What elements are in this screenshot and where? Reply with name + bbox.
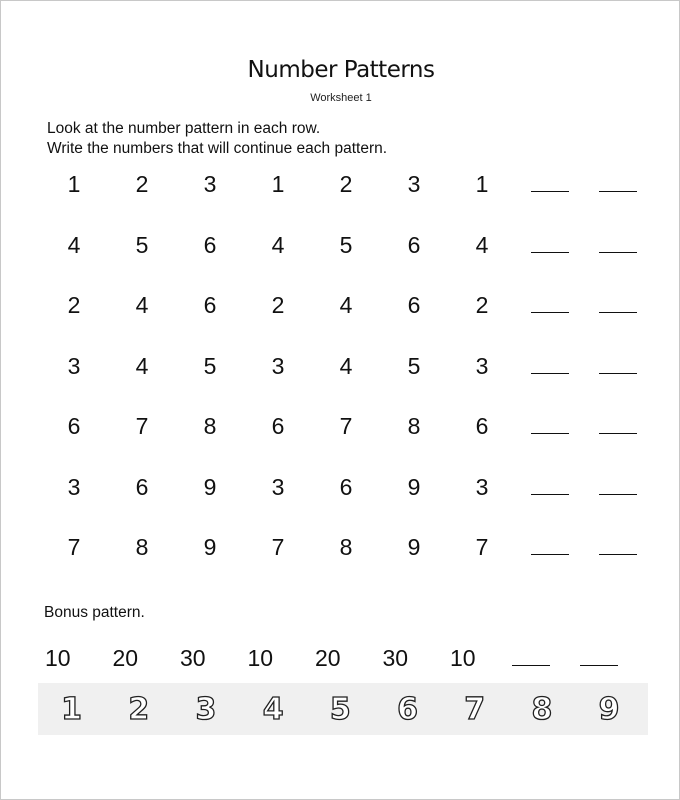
pattern-number: 6 [339, 473, 353, 500]
answer-line[interactable] [512, 641, 550, 666]
pattern-number: 6 [407, 292, 421, 318]
pattern-number: 8 [135, 534, 149, 560]
pattern-number: 7 [67, 534, 81, 560]
decorative-digit: 5 [329, 691, 351, 727]
pattern-rows [40, 167, 652, 591]
pattern-number: 7 [339, 413, 353, 439]
pattern-number: 6 [135, 473, 149, 500]
page-title: Number Patterns [247, 57, 435, 83]
answer-blank[interactable] [516, 409, 584, 434]
answer-line[interactable] [599, 409, 637, 434]
pattern-number: 2 [67, 292, 81, 318]
pattern-number: 9 [407, 473, 421, 500]
answer-blank[interactable] [516, 288, 584, 313]
answer-blank[interactable] [584, 409, 652, 434]
pattern-number: 8 [203, 413, 217, 439]
pattern-row [40, 470, 652, 531]
bonus-row [24, 641, 633, 675]
pattern-number: 4 [339, 352, 353, 379]
answer-line[interactable] [531, 530, 569, 555]
answer-line[interactable] [531, 349, 569, 374]
pattern-number: 6 [475, 413, 489, 439]
pattern-number: 1 [475, 171, 489, 197]
decorative-digit: 4 [262, 691, 284, 727]
pattern-number: 6 [67, 413, 81, 439]
answer-line[interactable] [599, 530, 637, 555]
answer-line[interactable] [599, 228, 637, 253]
pattern-number: 9 [203, 534, 217, 560]
pattern-number: 1 [67, 171, 81, 197]
bonus-number: 30 [382, 645, 409, 671]
answer-line[interactable] [599, 349, 637, 374]
bonus-number: 10 [44, 645, 71, 671]
bonus-label: Bonus pattern. [44, 604, 145, 621]
pattern-row [40, 167, 652, 228]
pattern-number: 9 [407, 534, 421, 560]
pattern-row [40, 349, 652, 410]
pattern-number: 3 [271, 352, 285, 379]
pattern-number: 1 [271, 171, 285, 197]
pattern-number: 4 [67, 231, 81, 258]
pattern-row [40, 409, 652, 470]
pattern-number: 5 [407, 352, 421, 379]
pattern-number: 5 [339, 231, 353, 258]
pattern-number: 6 [203, 231, 217, 258]
decorative-digit: 6 [397, 691, 418, 727]
answer-blank[interactable] [516, 167, 584, 192]
answer-line[interactable] [599, 470, 637, 495]
bonus-number: 10 [247, 645, 274, 671]
answer-blank[interactable] [584, 288, 652, 313]
decorative-digit: 8 [531, 691, 553, 727]
answer-line[interactable] [599, 167, 637, 192]
pattern-number: 6 [271, 413, 285, 439]
pattern-number: 4 [339, 292, 353, 318]
answer-line[interactable] [531, 470, 569, 495]
bonus-number: 10 [449, 645, 476, 671]
instructions [47, 119, 387, 159]
answer-line[interactable] [531, 409, 569, 434]
decorative-digit: 9 [598, 691, 620, 727]
decorative-digits-strip [38, 683, 648, 735]
pattern-number: 3 [475, 473, 489, 500]
answer-blank[interactable] [516, 349, 584, 374]
answer-blank[interactable] [516, 470, 584, 495]
pattern-number: 4 [475, 231, 489, 258]
bonus-number: 30 [179, 645, 206, 671]
pattern-number: 9 [203, 473, 217, 500]
answer-blank[interactable] [565, 641, 633, 675]
page-subtitle: Worksheet 1 [310, 92, 372, 104]
answer-blank[interactable] [584, 530, 652, 555]
bonus-number: 20 [314, 645, 341, 671]
pattern-number: 2 [135, 171, 149, 197]
instruction-line: Look at the number pattern in each row. [47, 120, 321, 137]
bonus-number: 20 [112, 645, 139, 671]
pattern-row [40, 228, 652, 289]
pattern-number: 4 [135, 352, 149, 379]
answer-line[interactable] [531, 288, 569, 313]
answer-blank[interactable] [516, 228, 584, 253]
pattern-number: 8 [407, 413, 421, 439]
pattern-number: 5 [203, 352, 217, 379]
answer-blank[interactable] [584, 228, 652, 253]
pattern-number: 4 [135, 292, 149, 318]
pattern-number: 2 [339, 171, 353, 197]
pattern-number: 3 [475, 352, 489, 379]
pattern-number: 3 [67, 352, 81, 379]
pattern-number: 2 [271, 292, 285, 318]
answer-blank[interactable] [516, 530, 584, 555]
answer-blank[interactable] [584, 470, 652, 495]
pattern-number: 7 [475, 534, 489, 560]
pattern-number: 3 [67, 473, 81, 500]
decorative-digit: 1 [61, 691, 83, 727]
instruction-line: Write the numbers that will continue each pattern. [47, 140, 388, 157]
answer-blank[interactable] [584, 349, 652, 374]
pattern-number: 5 [135, 231, 149, 258]
answer-blank[interactable] [584, 167, 652, 192]
pattern-number: 6 [407, 231, 421, 258]
pattern-number: 2 [475, 292, 489, 318]
pattern-row [40, 288, 652, 349]
answer-line[interactable] [580, 641, 618, 666]
pattern-number: 7 [271, 534, 285, 560]
pattern-number: 7 [135, 413, 149, 439]
decorative-digit: 3 [195, 691, 217, 727]
answer-line[interactable] [531, 228, 569, 253]
answer-blank[interactable] [497, 641, 565, 675]
pattern-number: 3 [407, 171, 421, 197]
answer-line[interactable] [599, 288, 637, 313]
pattern-number: 8 [339, 534, 353, 560]
pattern-number: 3 [203, 171, 217, 197]
pattern-number: 4 [271, 231, 285, 258]
decorative-digit: 7 [464, 691, 486, 727]
answer-line[interactable] [531, 167, 569, 192]
pattern-row [40, 530, 652, 591]
pattern-number: 6 [203, 292, 217, 318]
pattern-number: 3 [271, 473, 285, 500]
decorative-digit: 2 [128, 691, 150, 727]
